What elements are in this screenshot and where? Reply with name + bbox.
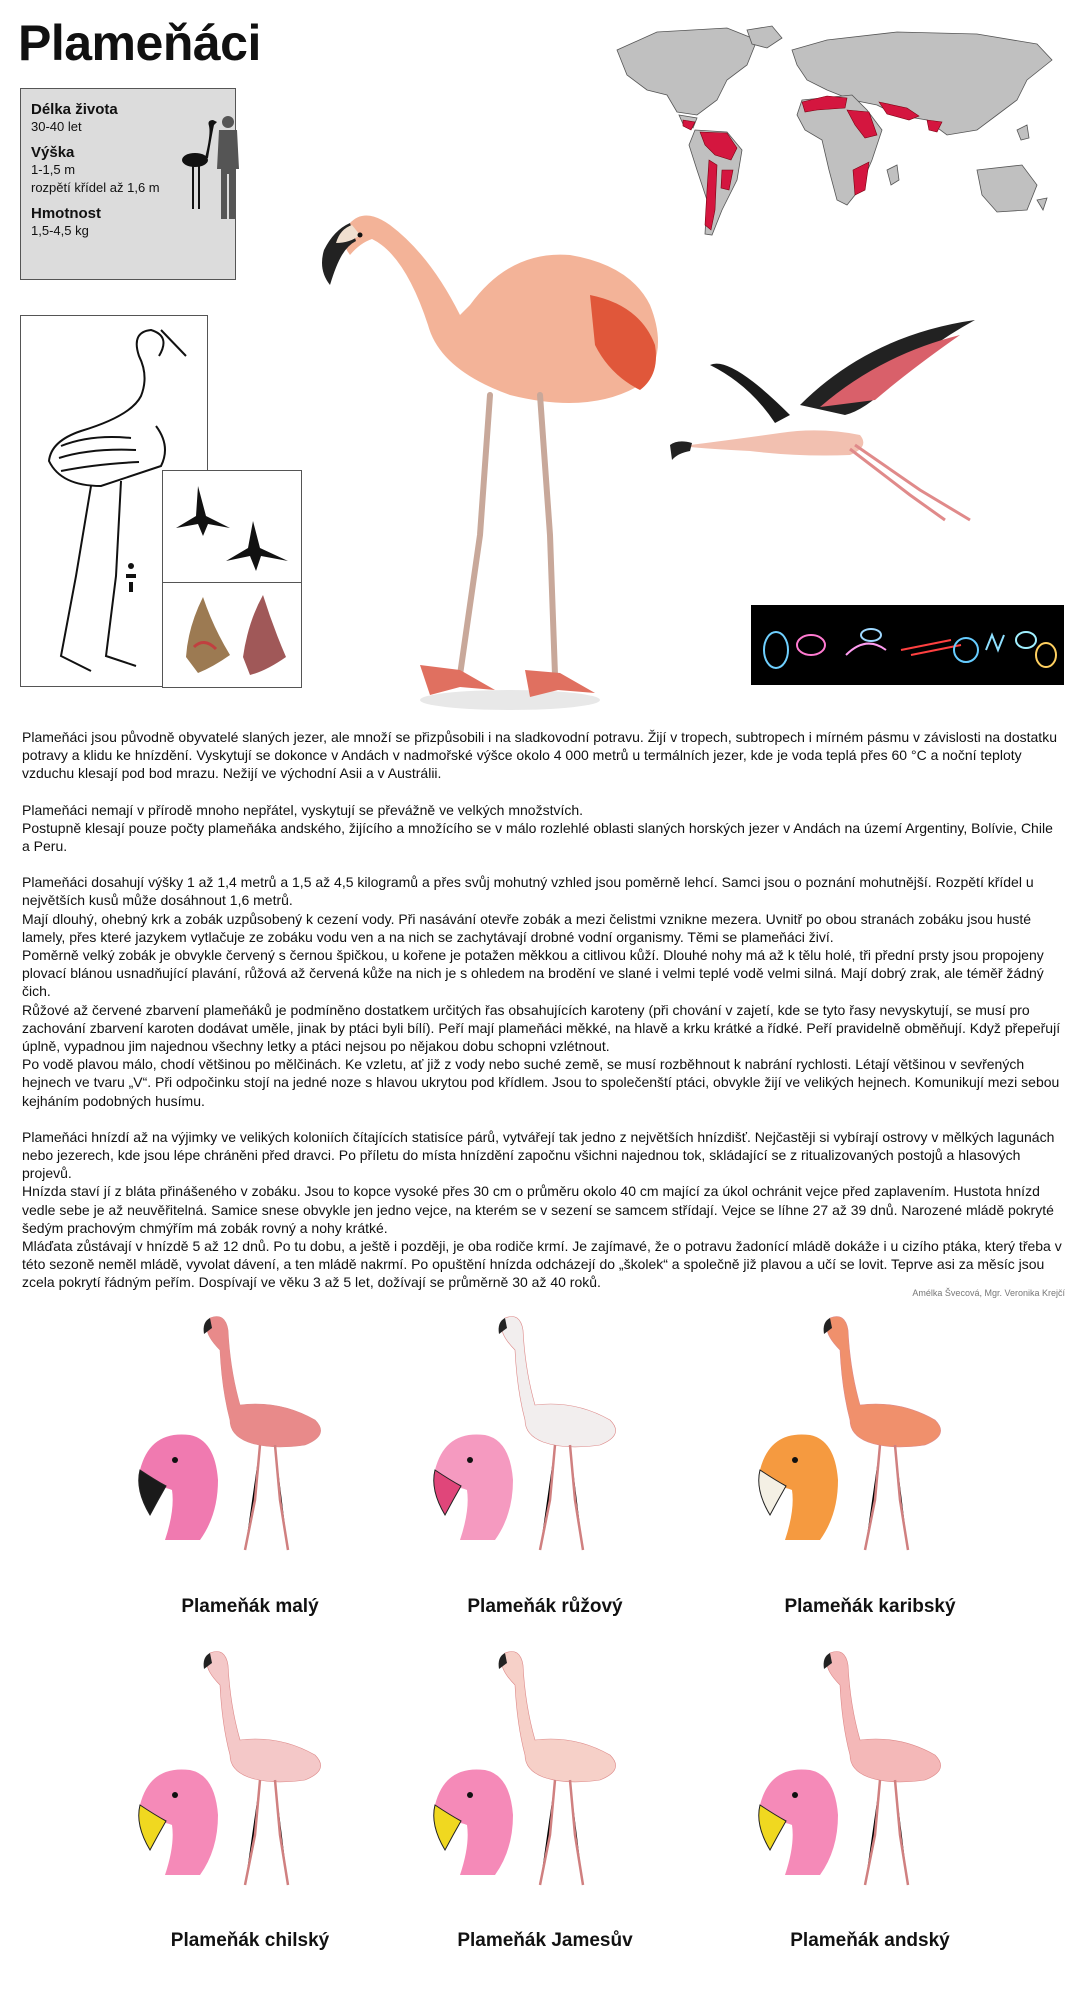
plankton-image	[751, 605, 1064, 685]
paragraph-nesting: Plameňáci hnízdí až na výjimky ve velikých koloniích čítajících statisíce párů, vytvářejí tak jedno z největších hnízdišť. Nejčastěji si vybírají ostrovy v mělkých lagunách nebo jezerech, kde jsou lépe chráněni před dravci. Po příletu do místa hnízdění započnu všichni najednou tok, skládající se z ritualizovaných postojů a hlasových projevů. Hnízda staví jí z bláta přinášeného v zobáku. Jsou to kopce vysoké přes 30 cm o průměru okolo 40 cm mající za úkol ochránit vejce před zaplavením. Hustota hnízd vedle sebe je až neuvěřitelná. Samice snese obvykle jen jedno vejce, na kterém se v sezení se samcem střídají. Vejce se líhne 27 až 39 dnů. Narozené mládě pokryté šedým prachovým chmýřím má zobák rovný a nohy krátké. Mláďata zůstávají v hnízdě 5 až 12 dnů. Po tu dobu, a ještě i později, je oba rodiče krmí. Je zajímavé, že o potravu žadonící mládě dokáže i u cizího ptáka, který třeba v této sezoně neměl mládě, vyvolat dávení, a ten mládě nakrmí. Po opuštění hnízda odcházejí do „školek“ a společně již plavou a učí se lovit. Teprve asi za měsíc jsou zcela pokrytí řádným peřím. Dospívají ve věku 3 až 5 let, dožívají se průměrně 30 až 40 roků.	[22, 1128, 1062, 1291]
species-name: Plameňák karibský	[784, 1596, 956, 1617]
species-grid	[0, 1310, 1085, 2000]
lifespan-label: Délka života	[31, 101, 118, 118]
flamingo-standing-illustration	[310, 195, 690, 715]
species-illustration	[130, 1310, 350, 1560]
article-text	[22, 728, 1062, 1292]
species-card	[120, 1645, 380, 1955]
paragraph-enemies: Plameňáci nemají v přírodě mnoho nepřátel, vyskytují se převážně ve velkých množstvích. Postupně klesají pouze počty plameňáka andského, žijícího a množícího se v málo rozlehlé oblasti slaných horských jezer v Andách na území Argentiny, Bolívie, Chile a Peru.	[22, 801, 1053, 855]
species-card	[120, 1310, 380, 1620]
species-illustration	[425, 1310, 645, 1560]
facts-box	[20, 88, 236, 280]
species-card	[740, 1310, 1000, 1620]
species-name: Plameňák andský	[790, 1930, 950, 1951]
footprint-icon	[168, 476, 298, 576]
paragraph-habitat: Plameňáci jsou původně obyvatelé slaných jezer, ale množí se přizpůsobili i na sladkovodní potravu. Žijí v tropech, subtropech i mírném pásmu v závislosti na dostatku potravy a klidu ke hnízdění. Vyskytují se dokonce v Andách v nadmořské výšce okolo 4 000 metrů u termálních jezer, kde je voda teplá přes 60 °C a noční teploty vzduchu klesají pod bod mrazu. Nežijí ve východní Asii a v Austrálii.	[22, 729, 1057, 782]
feet-panel	[162, 470, 302, 688]
species-name: Plameňák malý	[181, 1596, 319, 1617]
species-card	[740, 1645, 1000, 1955]
species-illustration	[425, 1645, 645, 1895]
species-name: Plameňák Jamesův	[457, 1930, 633, 1951]
height-value-1: 1-1,5 m	[31, 162, 76, 177]
species-illustration	[750, 1645, 970, 1895]
species-name: Plameňák růžový	[467, 1596, 623, 1617]
species-card	[415, 1310, 675, 1620]
weight-value: 1,5-4,5 kg	[31, 223, 89, 238]
height-label: Výška	[31, 144, 75, 161]
page-title: Plameňáci	[18, 15, 261, 71]
plankton-illustration	[751, 605, 1064, 685]
weight-label: Hmotnost	[31, 205, 101, 222]
species-card	[415, 1645, 675, 1955]
species-illustration	[130, 1645, 350, 1895]
species-illustration	[750, 1310, 970, 1560]
species-name: Plameňák chilský	[170, 1930, 330, 1951]
flamingo-flying-illustration	[670, 315, 990, 530]
size-comparison-icon	[181, 114, 241, 224]
feet-divider	[163, 582, 301, 583]
foot-detail-illustration	[168, 587, 298, 683]
author-credit: Amélka Švecová, Mgr. Veronika Krejčí	[912, 1288, 1065, 1298]
lifespan-value: 30-40 let	[31, 119, 82, 134]
paragraph-anatomy: Plameňáci dosahují výšky 1 až 1,4 metrů a 1,5 až 4,5 kilogramů a přes svůj mohutný vzhled jsou poměrně lehcí. Samci jsou o poznání mohutnější. Rozpětí křídel u největších kusů může dosáhnout 1,6 metrů. Mají dlouhý, ohebný krk a zobák uzpůsobený k cezení vody. Při nasávání otevře zobák a mezi čelistmi vznikne mezera. Uvnitř po obou stranách zobáku jsou husté lamely, přes které jazykem vytlačuje ze zobáku vodu ven a na nich se zachytávají drobné vodní organismy. Těmi se plameňáci živí. Poměrně velký zobák je obvykle červený s černou špičkou, u kořene je potažen měkkou a citlivou kůží. Dlouhé nohy má až k tělu holé, tři přední prsty jsou propojeny plovací blánou usnadňující plavání, růžová až červená kůže na nich je s ohledem na brodění ve slané i velmi teplé vodě velmi silná. Mají dobrý zrak, ale téměř žádný čich. Růžové až červené zbarvení plameňáků je podmíněno dostatkem určitých řas obsahujících karoteny (při chování v zajetí, kde se tyto řasy nevyskytují, se musí pro zachování zbarvení karoten dodávat uměle, jinak by ptáci byli bílí). Peří mají plameňáci měkké, na hlavě a krku krátké a řídké. Peří pravidelně obměňují. Když přepeřují úplně, vypadnou jim najednou všechny letky a ptáci nejsou po nějakou dobu schopni vzlétnout. Po vodě plavou málo, chodí většinou po mělčinách. Ke vzletu, ať již z vody nebo suché země, se musí rozběhnout k nabrání rychlosti. Létají většinou v sevřených hejnech ve tvaru „V“. Při odpočinku stojí na jedné noze s hlavou ukrytou pod křídlem. Jsou to společenští ptáci, obvykle žijí ve velikých hejnech. Komunikují mezi sebou kejháním podobných husímu.	[22, 874, 1061, 1109]
height-value-2: rozpětí křídel až 1,6 m	[31, 180, 160, 195]
